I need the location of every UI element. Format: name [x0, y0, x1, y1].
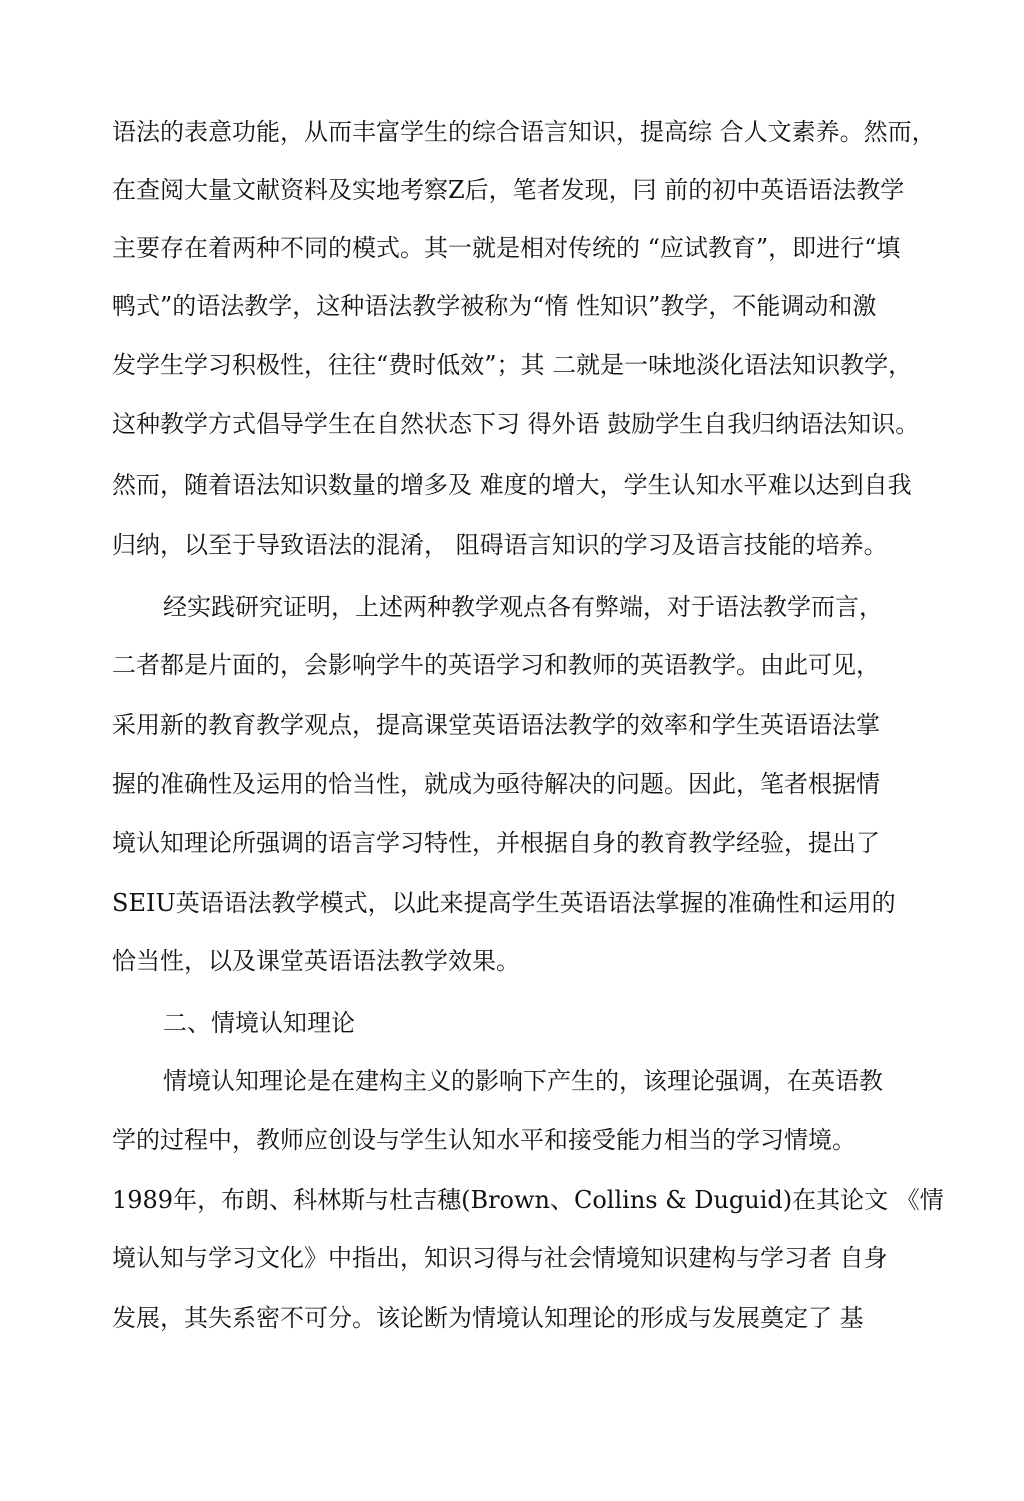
text-line: 主要存在着两种不同的模式。其一就是相对传统的 “应试教育”，即进行“填: [112, 234, 901, 262]
text-line: 然而，随着语法知识数量的增多及 难度的增大，学生认知水平难以达到自我: [112, 471, 912, 499]
text-line: 归纳，以至于导致语法的混淆， 阻碍语言知识的学习及语言技能的培养。: [112, 531, 888, 559]
text-line: 在查阅大量文献资料及实地考察Z后，笔者发现，冃 前的初中英语语法教学: [112, 176, 905, 204]
text-line: 采用新的教育教学观点，提高课堂英语语法教学的效率和学生英语语法掌: [112, 711, 880, 739]
text-line: 二者都是片面的，会影响学牛的英语学习和教师的英语教学。由此可见，: [112, 651, 880, 679]
text-line: 鸭式”的语法教学，这种语法教学被称为“惰 性知识”教学，不能调动和激: [112, 292, 877, 320]
text-line: SEIU英语语法教学模式，以此来提高学生英语语法掌握的准确性和运用的: [112, 889, 896, 917]
text-line: 恰当性，以及课堂英语语法教学效果。: [112, 947, 520, 975]
text-line: 境认知理论所强调的语言学习特性，并根据自身的教育教学经验，提出了: [112, 829, 880, 857]
text-line: 学的过程中，教师应创设与学生认知水平和接受能力相当的学习情境。: [112, 1126, 856, 1154]
section-heading: 二、情境认知理论: [163, 1009, 355, 1037]
text-line: 发展，其失系密不可分。该论断为情境认知理论的形成与发展奠定了 基: [112, 1304, 864, 1332]
text-line: 握的准确性及运用的恰当性，就成为亟待解决的问题。因此，笔者根据情: [112, 770, 880, 798]
text-line: 发学生学习积极性，往往“费时低效”；其 二就是一味地淡化语法知识教学，: [112, 351, 913, 379]
paragraph-first-line: 情境认知理论是在建构主义的影响下产生的，该理论强调，在英语教: [163, 1067, 883, 1095]
text-line: 语法的表意功能，从而丰富学生的综合语言知识，提高综 合人文素养。然而，: [112, 118, 936, 146]
text-line: 境认知与学习文化》中指出，知识习得与社会情境知识建构与学习者 自身: [112, 1244, 888, 1272]
paragraph-first-line: 经实践研究证明，上述两种教学观点各有弊端，对于语法教学而言，: [163, 593, 883, 621]
text-line: 1989年，布朗、科林斯与杜吉穗(Brown、Collins & Duguid)在其论文 《情: [112, 1186, 944, 1214]
text-line: 这种教学方式倡导学生在自然状态下习 得外语 鼓励学生自我归纳语法知识。: [112, 410, 920, 438]
